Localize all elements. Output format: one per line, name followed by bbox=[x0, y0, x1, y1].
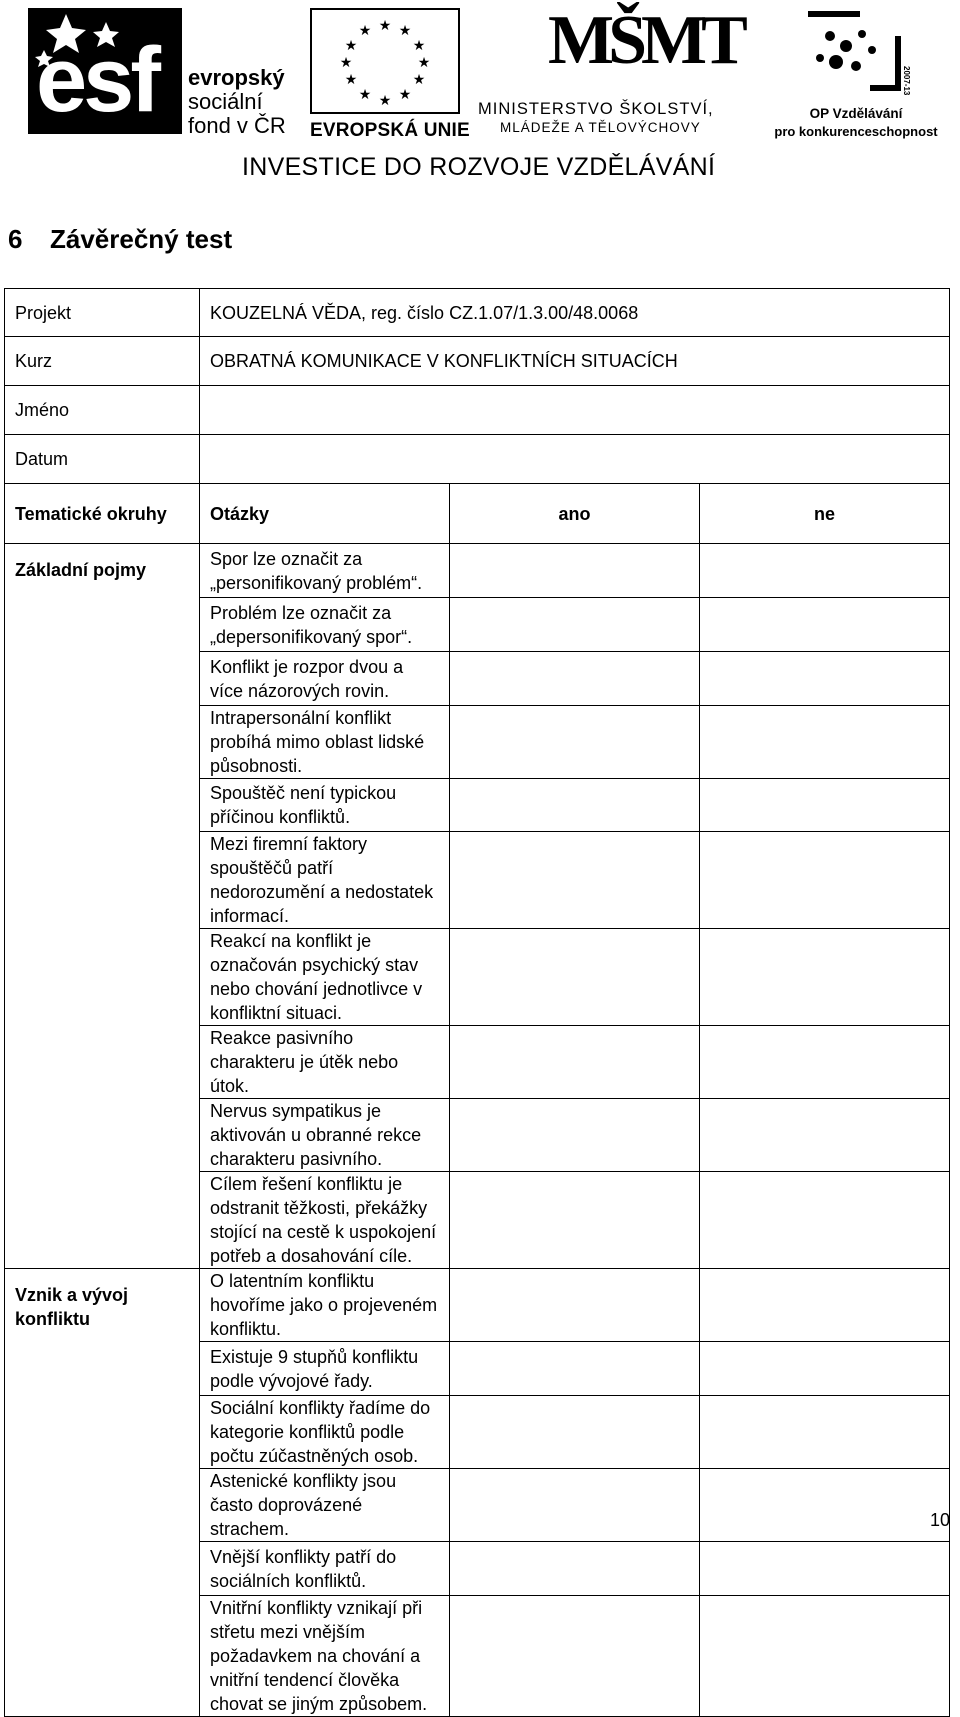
svg-text:★: ★ bbox=[412, 37, 426, 53]
msmt-logo bbox=[478, 2, 753, 136]
project-value: KOUZELNÁ VĚDA, reg. číslo CZ.1.07/1.3.00/48.0068 bbox=[200, 289, 950, 337]
svg-text:★: ★ bbox=[417, 54, 431, 70]
op-line1: OP Vzdělávání bbox=[809, 106, 903, 121]
project-label: Projekt bbox=[5, 289, 200, 337]
section-heading bbox=[8, 224, 232, 255]
date-label: Datum bbox=[5, 435, 200, 484]
question-text: Konflikt je rozpor dvou a více názorových rovin. bbox=[200, 652, 450, 706]
answer-no-box[interactable] bbox=[700, 706, 950, 779]
question-row bbox=[5, 1269, 950, 1342]
course-label: Kurz bbox=[5, 337, 200, 386]
question-text: Reakcí na konflikt je označován psychický stav nebo chování jednotlivce v konfliktní situaci. bbox=[200, 929, 450, 1026]
table-header-row bbox=[5, 484, 950, 544]
svg-text:★: ★ bbox=[344, 37, 358, 53]
question-text: Vnější konflikty patří do sociálních konfliktů. bbox=[200, 1542, 450, 1596]
svg-text:★: ★ bbox=[378, 17, 392, 33]
msmt-line1: MINISTERSTVO ŠKOLSTVÍ, bbox=[478, 100, 714, 118]
question-text: Cílem řešení konfliktu je odstranit těžkosti, překážky stojící na cestě k uspokojení potřeb a dosahování cíle. bbox=[200, 1172, 450, 1269]
answer-yes-box[interactable] bbox=[450, 706, 700, 779]
section-title: Závěrečný test bbox=[50, 224, 233, 254]
header-category: Tematické okruhy bbox=[5, 484, 200, 544]
page-number: 10 bbox=[929, 1510, 950, 1530]
svg-text:★: ★ bbox=[344, 71, 358, 87]
answer-no-box[interactable] bbox=[700, 544, 950, 598]
svg-text:2007-13: 2007-13 bbox=[902, 66, 911, 96]
info-row-name bbox=[5, 386, 950, 435]
answer-yes-box[interactable] bbox=[450, 544, 700, 598]
header-yes: ano bbox=[450, 484, 700, 544]
answer-yes-box[interactable] bbox=[450, 1269, 700, 1342]
esf-wordmark: evropský sociální fond v ČR bbox=[188, 65, 286, 138]
svg-text:★: ★ bbox=[339, 54, 353, 70]
header-no: ne bbox=[700, 484, 950, 544]
question-text: Nervus sympatikus je aktivován u obranné rekce charakteru pasivního. bbox=[200, 1099, 450, 1172]
answer-no-box[interactable] bbox=[700, 1542, 950, 1596]
question-text: Astenické konflikty jsou často doprovázené strachem. bbox=[200, 1469, 450, 1542]
svg-text:★: ★ bbox=[398, 22, 412, 38]
answer-no-box[interactable] bbox=[700, 929, 950, 1026]
header-questions: Otázky bbox=[200, 484, 450, 544]
op-line2: pro konkurenceschopnost bbox=[774, 124, 938, 139]
category-origin: Vznik a vývoj konfliktu bbox=[5, 1269, 200, 1717]
question-text: Existuje 9 stupňů konfliktu podle vývojové řady. bbox=[200, 1342, 450, 1396]
svg-text:★: ★ bbox=[398, 86, 412, 102]
question-row bbox=[5, 544, 950, 598]
svg-text:★: ★ bbox=[412, 71, 426, 87]
answer-no-box[interactable] bbox=[700, 652, 950, 706]
question-text: Spouštěč není typickou příčinou konfliktů. bbox=[200, 779, 450, 832]
svg-text:★: ★ bbox=[358, 22, 372, 38]
op-mark-icon bbox=[800, 6, 910, 96]
answer-yes-box[interactable] bbox=[450, 598, 700, 652]
answer-yes-box[interactable] bbox=[450, 1542, 700, 1596]
answer-yes-box[interactable] bbox=[450, 832, 700, 929]
date-field[interactable] bbox=[200, 435, 950, 484]
section-number: 6 bbox=[8, 224, 23, 254]
answer-yes-box[interactable] bbox=[450, 1342, 700, 1396]
answer-no-box[interactable] bbox=[700, 1469, 950, 1542]
op-logo bbox=[762, 6, 952, 139]
question-text: Mezi firemní faktory spouštěčů patří nedorozumění a nedostatek informací. bbox=[200, 832, 450, 929]
tagline: INVESTICE DO ROZVOJE VZDĚLÁVÁNÍ bbox=[242, 153, 716, 181]
answer-yes-box[interactable] bbox=[450, 1026, 700, 1099]
svg-text:★: ★ bbox=[358, 86, 372, 102]
question-text: Reakce pasivního charakteru je útěk nebo útok. bbox=[200, 1026, 450, 1099]
question-text: Vnitřní konflikty vznikají při střetu mezi vnějším požadavkem na chování a vnitřní tendencí člověka chovat se jiným způsobem. bbox=[200, 1596, 450, 1717]
test-table bbox=[4, 288, 950, 1717]
answer-yes-box[interactable] bbox=[450, 1396, 700, 1469]
answer-no-box[interactable] bbox=[700, 1596, 950, 1717]
question-text: Intrapersonální konflikt probíhá mimo oblast lidské působnosti. bbox=[200, 706, 450, 779]
name-label: Jméno bbox=[5, 386, 200, 435]
logo-header bbox=[0, 0, 960, 195]
answer-yes-box[interactable] bbox=[450, 1099, 700, 1172]
svg-text:★: ★ bbox=[378, 92, 392, 108]
answer-no-box[interactable] bbox=[700, 1396, 950, 1469]
answer-no-box[interactable] bbox=[700, 1026, 950, 1099]
question-text: O latentním konfliktu hovoříme jako o projeveném konfliktu. bbox=[200, 1269, 450, 1342]
eu-flag-icon bbox=[310, 8, 460, 114]
answer-yes-box[interactable] bbox=[450, 1469, 700, 1542]
answer-yes-box[interactable] bbox=[450, 1596, 700, 1717]
answer-no-box[interactable] bbox=[700, 779, 950, 832]
category-basic: Základní pojmy bbox=[5, 544, 200, 1269]
name-field[interactable] bbox=[200, 386, 950, 435]
answer-no-box[interactable] bbox=[700, 598, 950, 652]
answer-yes-box[interactable] bbox=[450, 929, 700, 1026]
answer-yes-box[interactable] bbox=[450, 779, 700, 832]
answer-no-box[interactable] bbox=[700, 1099, 950, 1172]
msmt-mark: MŠMT bbox=[548, 2, 742, 79]
esf-logo bbox=[28, 8, 298, 138]
question-text: Problém lze označit za „depersonifikovaný spor“. bbox=[200, 598, 450, 652]
info-row-date bbox=[5, 435, 950, 484]
answer-no-box[interactable] bbox=[700, 832, 950, 929]
question-text: Spor lze označit za „personifikovaný problém“. bbox=[200, 544, 450, 598]
info-row-project bbox=[5, 289, 950, 337]
answer-yes-box[interactable] bbox=[450, 652, 700, 706]
answer-no-box[interactable] bbox=[700, 1342, 950, 1396]
info-row-course bbox=[5, 337, 950, 386]
answer-no-box[interactable] bbox=[700, 1269, 950, 1342]
msmt-line2: MLÁDEŽE A TĚLOVÝCHOVY bbox=[500, 120, 701, 135]
eu-logo bbox=[310, 8, 470, 141]
answer-no-box[interactable] bbox=[700, 1172, 950, 1269]
answer-yes-box[interactable] bbox=[450, 1172, 700, 1269]
eu-label: EVROPSKÁ UNIE bbox=[310, 120, 470, 141]
esf-mark: esf bbox=[36, 29, 157, 131]
question-text: Sociální konflikty řadíme do kategorie konfliktů podle počtu zúčastněných osob. bbox=[200, 1396, 450, 1469]
course-value: OBRATNÁ KOMUNIKACE V KONFLIKTNÍCH SITUACÍCH bbox=[200, 337, 950, 386]
